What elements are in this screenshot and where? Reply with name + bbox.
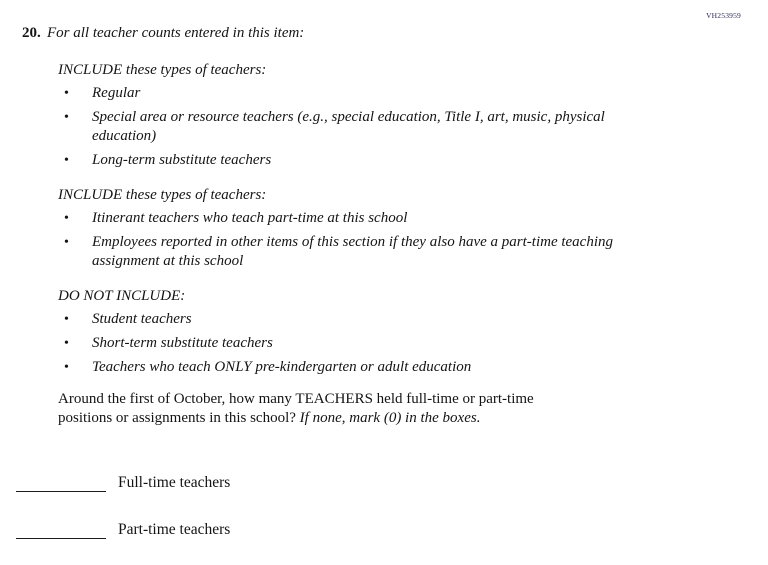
question-text <box>58 390 583 428</box>
list-item <box>0 334 648 353</box>
list-item <box>0 209 648 228</box>
list-item-text: Regular <box>92 85 141 101</box>
list-item-text: Itinerant teachers who teach part-time at this school <box>92 210 408 226</box>
list-item-text: Special area or resource teachers (e.g., special education, Title I, art, music, physical education) <box>92 109 605 144</box>
item-lead-text: For all teacher counts entered in this item: <box>47 25 305 41</box>
bullet-icon <box>64 334 69 353</box>
list-item <box>0 151 648 170</box>
list-item <box>0 358 648 377</box>
list-item-text: Student teachers <box>92 311 192 327</box>
do-not-include-list <box>0 310 768 377</box>
part-time-teachers-blank[interactable] <box>16 521 106 539</box>
answer-row-part-time <box>16 520 768 539</box>
bullet-icon <box>64 310 69 329</box>
bullet-icon <box>64 151 69 170</box>
bullet-icon <box>64 233 69 252</box>
list-item <box>0 84 648 103</box>
bullet-icon <box>64 108 69 127</box>
list-item <box>0 310 648 329</box>
list-item-text: Long-term substitute teachers <box>92 152 272 168</box>
bullet-icon <box>64 358 69 377</box>
list-item-text: Teachers who teach ONLY pre-kindergarten or adult education <box>92 359 472 375</box>
list-item <box>0 233 648 271</box>
list-item-text: Employees reported in other items of this section if they also have a part-time teaching assignment at this school <box>92 234 614 269</box>
item-number: 20. <box>22 25 41 41</box>
list-item <box>0 108 648 146</box>
include-heading-1: INCLUDE these types of teachers: <box>58 62 267 78</box>
full-time-teachers-blank[interactable] <box>16 474 106 492</box>
form-code-label: VH253959 <box>706 11 741 20</box>
bullet-icon <box>64 84 69 103</box>
part-time-teachers-label: Part-time teachers <box>118 521 231 538</box>
include-list-2 <box>0 209 768 271</box>
include-heading-2: INCLUDE these types of teachers: <box>58 187 267 203</box>
question-main-text: Around the first of October, how many TEACHERS held full-time or part-time positions or assignments in this school? <box>58 391 534 426</box>
list-item-text: Short-term substitute teachers <box>92 335 273 351</box>
item-20-row <box>22 24 768 43</box>
include-list-1 <box>0 84 768 170</box>
answer-row-full-time <box>16 473 768 492</box>
question-note-text: If none, mark (0) in the boxes. <box>299 410 481 426</box>
do-not-include-heading: DO NOT INCLUDE: <box>58 288 186 304</box>
full-time-teachers-label: Full-time teachers <box>118 474 231 491</box>
bullet-icon <box>64 209 69 228</box>
